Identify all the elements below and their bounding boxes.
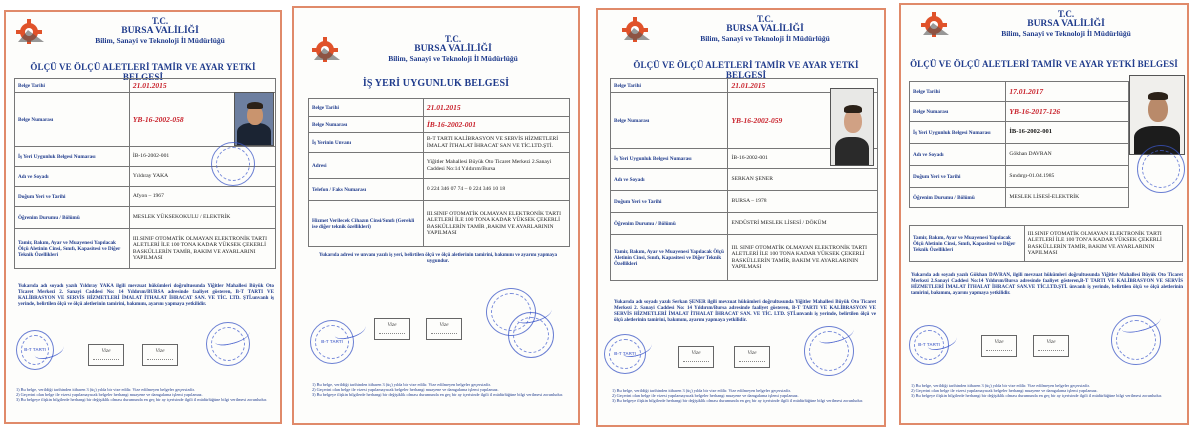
- authorization-paragraph: Yukarıda adresi ve unvanı yazılı iş yeri, belirtilen ölçü ve ölçü aletlerinin tamirini, bakımını ve ayarını yapmaya uygundur.: [318, 253, 558, 264]
- person-photo: [1129, 75, 1185, 155]
- card-header: [46, 16, 274, 45]
- tc-text: T.C.: [151, 16, 169, 26]
- mudurluk-text: Bilim, Sanayi ve Teknoloji İl Müdürlüğü: [95, 36, 225, 45]
- vize-box-1: Vize: [374, 318, 410, 340]
- ogrenim-value: MESLEK YÜKSEKOKULU / ELEKTRİK: [129, 207, 275, 229]
- authorization-paragraph: Yukarıda adı soyadı yazılı Yıldıray YAKA ilgili mevzuat hükümleri doğrultusunda Yiğitler Mahallesi Büyük Oto Ticaret Merkezi 2. Sanayi Caddesi No: 14 Yıldırım/BURSA adresinde faaliyet gösteren, B-T TARTI VE KALİBRASYON VE SERVİS HİZMETLERİ İMALAT İTHALAT İHRACAT SAN. VE TİC. LTD. ŞTİ.unvanlı iş yerinde, belirtilen ölçü ve ölçü aletlerinin tamirini, bakımını, ayarını yapmaya yetkilidir.: [18, 284, 274, 307]
- info-table: Belge Tarihi 17.01.2017 Belge Numarası YB-16-2017-126 İş Yeri Uygunluk Belgesi Numarası İB-16-2002-001 Adı ve Soyadı Gökhan DAVRAN Doğum Yeri ve Tarihi Sındırgı-01.04.1985 Öğrenim Durumu / Bölümü MESLEK LİSESİ-ELEKTRİK: [909, 81, 1129, 208]
- vize-box-2: Vize: [426, 318, 462, 340]
- person-photo: [830, 88, 874, 166]
- vize-box-2: Vize: [1033, 335, 1069, 357]
- belge-tarihi-value: 21.01.2015: [129, 79, 275, 93]
- seal-stamp: B-T TARTI: [909, 325, 949, 365]
- info-table: Belge Tarihi 21.01.2015 Belge Numarası İB-16-2002-001 İş Yerinin Unvanı B-T TARTI KALİBRASYON VE SERVİS HİZMETLERİ İMALAT İTHALAT İHRACAT SAN VE TİC.LTD.ŞTİ. Adresi Yiğitler Mahallesi Büyük Oto Ticaret Merkezi 2.Sanayi Caddesi No:14 Yıldırım/Bursa Telefon / Faks Numarası 0 224 346 07 74 – 0 224 346 10 18 Hizmet Verilecek Cihazın Cinsi/Sınıfı (Gerekli ise diğer teknik özellikleri) III.SINIF OTOMATİK OLMAYAN ELEKTRONİK TARTI ALETLERİ İLE 100 TONA KADAR YÜKSEK ÇEKERLİ BASKÜLLERİN TAMİR ,BAKIM VE AYARLARININ YAPILMASI: [308, 98, 570, 247]
- card-header: T.C. BURSA VALİLİĞİ Bilim, Sanayi ve Teknoloji İl Müdürlüğü: [700, 14, 830, 43]
- valilik-text: BURSA VALİLİĞİ: [121, 26, 199, 36]
- authorization-paragraph: Yukarıda adı soyadı yazılı Gökhan DAVRAN, ilgili mevzuat hükümleri doğrultusunda Yiğitler Mahallesi Büyük Oto Ticaret Merkezi 2.Sanayi Caddesi No:14 Yıldırım/Bursa adresinde faaliyet gösteren,B-T TARTI VE KALİBRASYON VE SERVİS HİZMETLERİ İMALAT İTHALAT İHRACAT SAN.VE TİC.LTD.ŞTİ. ünvanlı iş yerinde, belirtilen ölçü ve ölçü aletlerinin tamirini, bakımını, ayarını yapmaya yetkilidir.: [911, 273, 1183, 296]
- gear-logo-icon: [620, 14, 654, 42]
- certificate-card-4: [899, 3, 1189, 425]
- footer-notes: 1) Bu belge, verildiği tarihinden itibaren 3 (üç) yılda bir vize edilir. Vize edilmeyen belgeler geçersizdir. 2) Geçerini olan belge ile vizesi yapılamayacak belgeler herhangi muayene ve damgalama işlemi yapılamaz. 3) Bu belgeye ilişkin bilgilerde herhangi bir değişiklik olması durumunda en geç bir ay içerisinde ilgili il müdürlüğüne bilgi verilmesi zorunludur.: [911, 383, 1162, 399]
- official-stamp: [211, 142, 255, 186]
- vize-box-1: Vize: [88, 344, 124, 366]
- info-table: Belge Tarihi 21.01.2015 Belge Numarası YB-16-2002-058 İş Yeri Uygunluk Belgesi Numarası İB-16-2002-001 Adı ve Soyadı Yıldıray YAKA Doğum Yeri ve Tarihi Afyon – 1967 Öğrenim Durumu / Bölümü MESLEK YÜKSEKOKULU / ELEKTRİK Tamir, Bakım, Ayar ve Muayenesi Yapılacak Ölçü Aletinin Cinsi, Sınıfı, Kapasitesi ve Diğer Teknik Özellikleri III.SINIF OTOMATİK OLMAYAN ELEKTRONİK TARTI ALETLERİ İLE 100 TONA KADAR YÜKSEK ÇEKERLİ BASKÜLLERİN TAMİR, BAKIM VE AYARLARINI YAPILMASI: [14, 78, 276, 269]
- authorization-paragraph: Yukarıda adı soyadı yazılı Serkan ŞENER ilgili mevzuat hükümleri doğrultusunda Yiğitler Mahallesi Büyük Oto Ticaret Merkezi 2. Sanayi Caddesi No: 14 Yıldırım/Bursa adresinde faaliyet gösteren, B-T TARTI VE KALİBRASYON VE SERVİS HİZMETLERİ İMALAT İTHALAT İHRACAT SAN. VE TİC. LTD. ŞTİ.unvanlı iş yerinde, belirtilen ölçü ve ölçü aletlerinin tamirini, bakımını, ayarını yapmaya yetkilidir.: [614, 300, 876, 323]
- footer-notes: 1) Bu belge, verildiği tarihinden itibaren 3 (üç) yılda bir vize edilir. Vize edilmeyen belgeler geçersizdir. 2) Geçerini olan belge ile vizesi yapılamayacak belgeler herhangi muayene ve damgalama işlemi yapılamaz. 3) Bu belgeye ilişkin bilgilerde herhangi bir değişiklik olması durumunda en geç bir ay içerisinde ilgili il müdürlüğüne bilgi verilmesi zorunludur.: [312, 382, 563, 398]
- gear-logo-icon: [919, 9, 953, 37]
- info-table-tamir: Tamir, Bakım, Ayar ve Muayenesi Yapılacak Ölçü Aletinin Cinsi, Sınıfı, Kapasitesi ve Diğer Teknik Özellikleri III.SINIF OTOMATİK OLMAYAN ELEKTRONİK TARTI ALETLERİ İLE 100 TON'A KADAR YÜKSEK ÇEKERLİ BASKÜLLERİN TAMİR, BAKIM VE AYARLARININ YAPILMASI: [909, 225, 1183, 262]
- isyeri-no-value: İB-16-2002-001: [129, 147, 275, 167]
- tamir-value: III.SINIF OTOMATİK OLMAYAN ELEKTRONİK TARTI ALETLERİ İLE 100 TONA KADAR YÜKSEK ÇEKERLİ BASKÜLLERİN TAMİR, BAKIM VE AYARLARINI YAPILMASI: [129, 229, 275, 269]
- footer-notes: 1) Bu belge, verildiği tarihinden itibaren 3 (üç) yılda bir vize edilir. Vize edilmeyen belgeler geçersizdir. 2) Geçerini olan belge ile vizesi yapılamayacak belgeler herhangi muayene ve damgalama işlemi yapılamaz. 3) Bu belgeye ilişkin bilgilerde herhangi bir değişiklik olması durumunda en geç bir ay içerisinde ilgili il müdürlüğüne bilgi verilmesi zorunludur.: [612, 388, 863, 404]
- gear-logo-icon: [14, 16, 48, 44]
- document-title: ÖLÇÜ VE ÖLÇÜ ALETLERİ TAMİR VE AYAR YETKİ BELGESİ: [30, 62, 256, 82]
- vize-box-1: Vize: [678, 346, 714, 368]
- vize-box-2: Vize: [142, 344, 178, 366]
- card-header: T.C. BURSA VALİLİĞİ Bilim, Sanayi ve Teknoloji İl Müdürlüğü: [388, 34, 518, 63]
- official-stamp: [1137, 145, 1185, 193]
- certificate-card-2: [292, 6, 580, 425]
- vize-box-2: Vize: [734, 346, 770, 368]
- dogum-value: Afyon – 1967: [129, 187, 275, 207]
- vize-box-1: Vize: [981, 335, 1017, 357]
- document-title: İŞ YERİ UYGUNLUK BELGESİ: [362, 78, 510, 89]
- footer-notes: 1) Bu belge, verildiği tarihinden itibaren 3 (üç) yılda bir vize edilir. Vize edilmeyen belgeler geçersizdir. 2) Geçerini olan belge ile vizesi yapılamayacak belgeler herhangi muayene ve damgalama işlemi yapılamaz. 3) Bu belgeye ilişkin bilgilerde herhangi bir değişiklik olması durumunda en geç bir ay içerisinde ilgili il müdürlüğüne bilgi verilmesi zorunludur.: [16, 387, 267, 403]
- certificate-card-3: [596, 8, 886, 427]
- card-header: T.C. BURSA VALİLİĞİ Bilim, Sanayi ve Teknoloji İl Müdürlüğü: [1001, 9, 1131, 38]
- seal-stamp: B-T TARTI: [16, 330, 54, 370]
- document-title: ÖLÇÜ VE ÖLÇÜ ALETLERİ TAMİR VE AYAR YETKİ BELGESİ: [633, 60, 859, 80]
- seal-stamp: B-T TARTI: [310, 320, 354, 364]
- info-table: Belge Tarihi 21.01.2015 Belge Numarası YB-16-2002-059 İş Yeri Uygunluk Belgesi Numarası İB-16-2002-001 Adı ve Soyadı SERKAN ŞENER Doğum Yeri ve Tarihi BURSA – 1978 Öğrenim Durumu / Bölümü ENDÜSTRİ MESLEK LİSESİ / DÖKÜM Tamir, Bakım, Ayar ve Muayenesi Yapılacak Ölçü Aletinin Cinsi, Sınıfı, Kapasitesi ve Diğer Teknik Özellikleri III. SINIF OTOMATİK OLMAYAN ELEKTRONİK TARTI ALETLERİ İLE 100 TONA KADAR YÜKSEK ÇEKERLİ BASKÜLLERİN TAMİR, BAKIM VE AYARLARININ YAPILMASI: [610, 78, 878, 281]
- certificate-card-1: [4, 10, 282, 424]
- document-title: ÖLÇÜ VE ÖLÇÜ ALETLERİ TAMİR VE AYAR YETKİ BELGESİ: [910, 59, 1178, 69]
- seal-stamp: B-T TARTI: [604, 334, 646, 374]
- ad-soyad-value: Yıldıray YAKA: [129, 167, 275, 187]
- person-photo: [234, 92, 274, 146]
- belge-no-value: YB-16-2002-058: [129, 93, 275, 147]
